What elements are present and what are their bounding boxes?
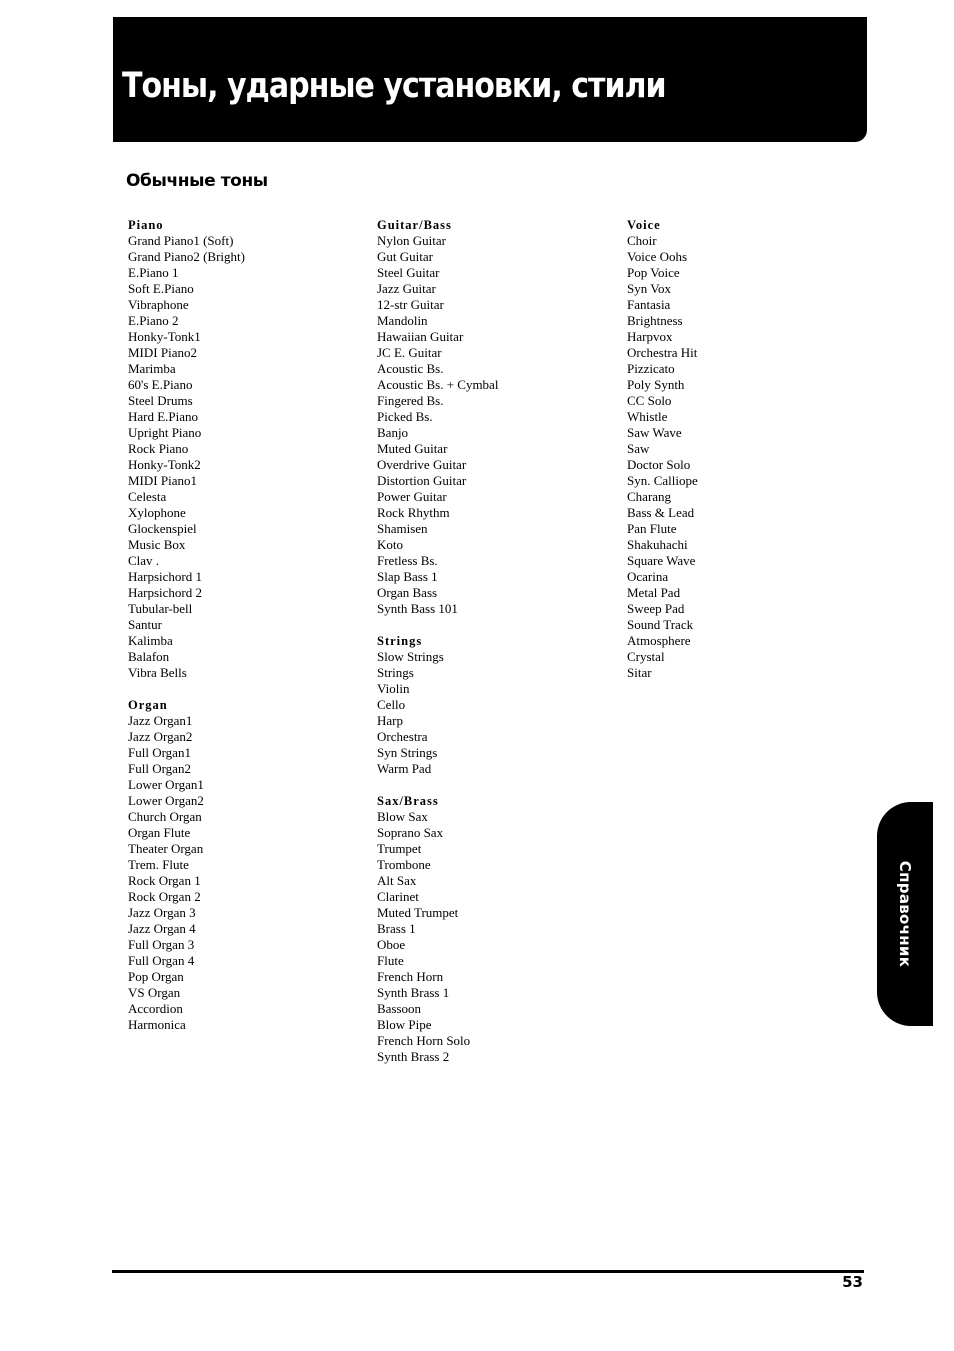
tone-item: Distortion Guitar xyxy=(377,473,467,488)
tone-item: Theater Organ xyxy=(128,841,204,856)
tone-item: French Horn Solo xyxy=(377,1033,471,1048)
section-heading: Обычные тоны xyxy=(126,171,268,191)
tone-group-title: Voice xyxy=(627,218,661,232)
tone-item: Syn. Calliope xyxy=(627,473,698,488)
tone-item: Orchestra Hit xyxy=(627,345,698,360)
tone-item: Full Organ 3 xyxy=(128,937,195,952)
tone-item: Upright Piano xyxy=(128,425,202,440)
tone-item: Steel Guitar xyxy=(377,265,440,280)
tone-item: Nylon Guitar xyxy=(377,233,446,248)
tone-item: Oboe xyxy=(377,937,406,952)
tone-item: Overdrive Guitar xyxy=(377,457,467,472)
tone-item: Trumpet xyxy=(377,841,422,856)
tone-item: Pizzicato xyxy=(627,361,675,376)
tone-item: Kalimba xyxy=(128,633,173,648)
tone-item: Fantasia xyxy=(627,297,671,312)
tone-item: Synth Brass 1 xyxy=(377,985,450,1000)
tone-item: Crystal xyxy=(627,649,665,664)
tone-item: Marimba xyxy=(128,361,176,376)
tone-item: Hard E.Piano xyxy=(128,409,199,424)
tone-item: Honky-Tonk1 xyxy=(128,329,201,344)
tone-item: Harp xyxy=(377,713,403,728)
tone-item: E.Piano 2 xyxy=(128,313,179,328)
tone-item: MIDI Piano1 xyxy=(128,473,197,488)
tone-item: Accordion xyxy=(128,1001,183,1016)
tone-item: Jazz Guitar xyxy=(377,281,436,296)
tone-item: Voice Oohs xyxy=(627,249,688,264)
tone-item: Rock Organ 2 xyxy=(128,889,201,904)
tone-item: Xylophone xyxy=(128,505,186,520)
tone-item: Organ Bass xyxy=(377,585,438,600)
tone-group xyxy=(377,793,617,1065)
tone-item: Soprano Sax xyxy=(377,825,444,840)
tone-item: Pop Organ xyxy=(128,969,184,984)
tone-item: Ocarina xyxy=(627,569,669,584)
tone-item: Trem. Flute xyxy=(128,857,189,872)
tone-column xyxy=(128,217,368,1049)
tone-item: French Horn xyxy=(377,969,444,984)
tone-item: Syn Strings xyxy=(377,745,438,760)
tone-item: Acoustic Bs. + Cymbal xyxy=(377,377,499,392)
tone-item: Music Box xyxy=(128,537,186,552)
tone-item: Grand Piano1 (Soft) xyxy=(128,233,234,248)
tone-item: Jazz Organ2 xyxy=(128,729,193,744)
tone-item: Clav . xyxy=(128,553,160,568)
tone-item: Jazz Organ1 xyxy=(128,713,193,728)
tone-group-title: Sax/Brass xyxy=(377,794,439,808)
tone-item: Blow Pipe xyxy=(377,1017,432,1032)
tone-item: Sweep Pad xyxy=(627,601,685,616)
page-title: Тоны, ударные установки, стили xyxy=(122,66,666,106)
tone-group-title: Organ xyxy=(128,698,168,712)
tone-item: Vibra Bells xyxy=(128,665,187,680)
tone-item: Slow Strings xyxy=(377,649,444,664)
tone-item: Saw Wave xyxy=(627,425,682,440)
tone-item: 12-str Guitar xyxy=(377,297,444,312)
tone-item: CC Solo xyxy=(627,393,672,408)
tone-item: Vibraphone xyxy=(128,297,189,312)
tone-group xyxy=(128,697,368,1033)
tone-group xyxy=(377,633,617,777)
tone-item: Clarinet xyxy=(377,889,419,904)
tone-item: 60's E.Piano xyxy=(128,377,193,392)
tone-group xyxy=(627,217,867,681)
tone-item: Slap Bass 1 xyxy=(377,569,438,584)
tone-item: Synth Brass 2 xyxy=(377,1049,450,1064)
tone-item: Synth Bass 101 xyxy=(377,601,458,616)
tone-item: Bassoon xyxy=(377,1001,422,1016)
tone-group xyxy=(377,217,617,617)
tone-item: Harpvox xyxy=(627,329,673,344)
tone-item: Violin xyxy=(377,681,410,696)
tone-item: Tubular-bell xyxy=(128,601,193,616)
tone-item: Alt Sax xyxy=(377,873,417,888)
tone-item: Doctor Solo xyxy=(627,457,691,472)
tone-item: Fretless Bs. xyxy=(377,553,438,568)
tone-item: Celesta xyxy=(128,489,167,504)
tone-group-title: Guitar/Bass xyxy=(377,218,452,232)
tone-column xyxy=(377,217,617,1081)
tone-item: Mandolin xyxy=(377,313,428,328)
header-banner xyxy=(113,17,867,142)
tone-item: Sitar xyxy=(627,665,652,680)
tone-item: Power Guitar xyxy=(377,489,447,504)
tone-item: Full Organ 4 xyxy=(128,953,195,968)
tone-item: Jazz Organ 3 xyxy=(128,905,196,920)
tone-item: Orchestra xyxy=(377,729,428,744)
tone-item: E.Piano 1 xyxy=(128,265,179,280)
tone-item: Pop Voice xyxy=(627,265,680,280)
tone-item: Jazz Organ 4 xyxy=(128,921,196,936)
tone-item: Full Organ1 xyxy=(128,745,191,760)
tone-column xyxy=(627,217,867,697)
tone-item: Choir xyxy=(627,233,657,248)
tone-item: Saw xyxy=(627,441,650,456)
tone-item: Church Organ xyxy=(128,809,202,824)
tone-item: Fingered Bs. xyxy=(377,393,444,408)
tone-item: Flute xyxy=(377,953,404,968)
tone-item: Lower Organ1 xyxy=(128,777,204,792)
tone-item: Trombone xyxy=(377,857,431,872)
tone-item: Sound Track xyxy=(627,617,694,632)
tone-item: Square Wave xyxy=(627,553,696,568)
footer-rule xyxy=(112,1270,864,1273)
tone-item: Bass & Lead xyxy=(627,505,695,520)
tone-item: MIDI Piano2 xyxy=(128,345,197,360)
tone-item: Balafon xyxy=(128,649,170,664)
tone-group xyxy=(128,217,368,681)
tone-item: Charang xyxy=(627,489,672,504)
tone-item: Rock Organ 1 xyxy=(128,873,201,888)
tone-item: VS Organ xyxy=(128,985,181,1000)
tone-item: Muted Guitar xyxy=(377,441,448,456)
tone-item: Koto xyxy=(377,537,403,552)
tone-item: Poly Synth xyxy=(627,377,685,392)
tone-item: Lower Organ2 xyxy=(128,793,204,808)
tone-item: Shamisen xyxy=(377,521,428,536)
page-number: 53 xyxy=(842,1273,863,1291)
tone-item: Rock Rhythm xyxy=(377,505,450,520)
tone-item: Soft E.Piano xyxy=(128,281,194,296)
tone-item: Hawaiian Guitar xyxy=(377,329,464,344)
tone-item: Banjo xyxy=(377,425,409,440)
tone-item: Brass 1 xyxy=(377,921,416,936)
tone-item: Muted Trumpet xyxy=(377,905,459,920)
tone-item: Grand Piano2 (Bright) xyxy=(128,249,245,264)
tone-item: Strings xyxy=(377,665,414,680)
tone-item: Picked Bs. xyxy=(377,409,433,424)
tone-item: Rock Piano xyxy=(128,441,189,456)
tone-item: Shakuhachi xyxy=(627,537,688,552)
tone-item: Organ Flute xyxy=(128,825,191,840)
side-tab xyxy=(877,802,933,1026)
side-tab-label: Справочник xyxy=(896,860,914,968)
tone-item: Syn Vox xyxy=(627,281,671,296)
tone-item: Atmosphere xyxy=(627,633,691,648)
tone-item: Honky-Tonk2 xyxy=(128,457,201,472)
tone-item: Harpsichord 2 xyxy=(128,585,203,600)
tone-item: Blow Sax xyxy=(377,809,428,824)
tone-group-title: Strings xyxy=(377,634,423,648)
tone-item: Brightness xyxy=(627,313,683,328)
tone-item: Harpsichord 1 xyxy=(128,569,203,584)
tone-item: JC E. Guitar xyxy=(377,345,442,360)
tone-item: Cello xyxy=(377,697,406,712)
tone-item: Santur xyxy=(128,617,162,632)
tone-item: Harmonica xyxy=(128,1017,186,1032)
tone-item: Whistle xyxy=(627,409,668,424)
tone-item: Gut Guitar xyxy=(377,249,433,264)
tone-group-title: Piano xyxy=(128,218,164,232)
tone-item: Glockenspiel xyxy=(128,521,197,536)
tone-item: Acoustic Bs. xyxy=(377,361,444,376)
tone-item: Metal Pad xyxy=(627,585,681,600)
tone-item: Warm Pad xyxy=(377,761,432,776)
tone-item: Pan Flute xyxy=(627,521,677,536)
tone-item: Steel Drums xyxy=(128,393,193,408)
tone-item: Full Organ2 xyxy=(128,761,191,776)
